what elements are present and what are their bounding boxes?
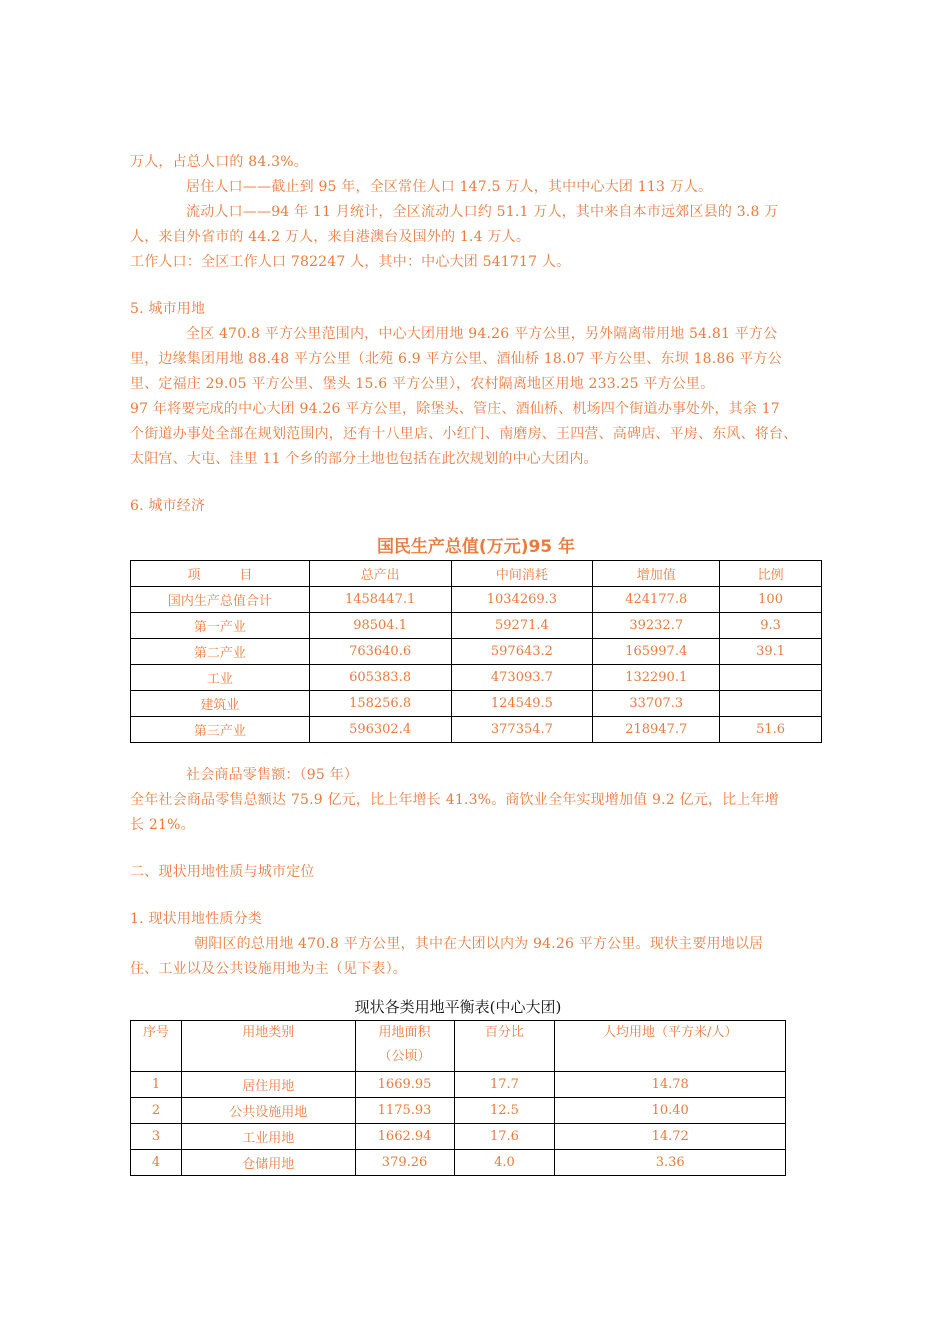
table-cell: 14.72 xyxy=(555,1124,786,1150)
table-cell: 51.6 xyxy=(720,717,822,743)
paragraph-land-use-1: 朝阳区的总用地 470.8 平方公里，其中在大团以内为 94.26 平方公里。现状主要用地以居 xyxy=(194,936,764,952)
table-cell: 1 xyxy=(131,1072,182,1098)
header-intermediate-consumption: 中间消耗 xyxy=(451,561,593,587)
document-page xyxy=(130,150,822,1176)
table-row xyxy=(131,613,822,639)
paragraph-land-1: 全区 470.8 平方公里范围内，中心大团用地 94.26 平方公里，另外隔离带用地 54.81 平方公 xyxy=(186,326,778,342)
paragraph-land-use-2: 住、工业以及公共设施用地为主（见下表）。 xyxy=(130,961,407,977)
table-cell: 工业用地 xyxy=(181,1124,355,1150)
table-cell: 158256.8 xyxy=(309,691,451,717)
table-cell: 1034269.3 xyxy=(451,587,593,613)
table-row xyxy=(131,639,822,665)
table-row xyxy=(131,1150,786,1176)
table-cell: 建筑业 xyxy=(131,691,310,717)
header-gross-output: 总产出 xyxy=(309,561,451,587)
table-cell: 2 xyxy=(131,1098,182,1124)
table-cell: 居住用地 xyxy=(181,1072,355,1098)
table-cell: 605383.8 xyxy=(309,665,451,691)
header-land-category: 用地类别 xyxy=(181,1021,355,1072)
table-cell: 379.26 xyxy=(355,1150,454,1176)
paragraph-retail-2: 长 21%。 xyxy=(130,817,195,833)
paragraph-population-share: 万人，占总人口的 84.3%。 xyxy=(130,154,308,170)
table-cell: 100 xyxy=(720,587,822,613)
table-cell: 165997.4 xyxy=(593,639,720,665)
paragraph-retail-heading: 社会商品零售额：（95 年） xyxy=(186,767,359,783)
table-row xyxy=(131,587,822,613)
header-item: 项 目 xyxy=(131,561,310,587)
table-cell: 473093.7 xyxy=(451,665,593,691)
paragraph-floating-population-1: 流动人口——94 年 11 月统计，全区流动人口约 51.1 万人，其中来自本市远郊区县的 3.8 万 xyxy=(186,204,779,220)
gdp-table-title: 国民生产总值(万元)95 年 xyxy=(376,537,576,557)
header-land-area-unit: （公顷） xyxy=(378,1049,431,1064)
table-row xyxy=(131,665,822,691)
section-heading-urban-land: 5. 城市用地 xyxy=(130,301,206,317)
table-cell: 10.40 xyxy=(555,1098,786,1124)
table-cell: 3 xyxy=(131,1124,182,1150)
land-table-title: 现状各类用地平衡表(中心大团) xyxy=(354,998,562,1016)
table-cell xyxy=(720,665,822,691)
table-cell: 9.3 xyxy=(720,613,822,639)
table-cell: 597643.2 xyxy=(451,639,593,665)
table-cell: 218947.7 xyxy=(593,717,720,743)
table-cell: 763640.6 xyxy=(309,639,451,665)
table-cell: 第二产业 xyxy=(131,639,310,665)
table-row xyxy=(131,1072,786,1098)
paragraph-center-group-3: 太阳宫、大屯、洼里 11 个乡的部分土地也包括在此次规划的中心大团内。 xyxy=(130,451,598,467)
paragraph-retail-1: 全年社会商品零售总额达 75.9 亿元，比上年增长 41.3%。商饮业全年实现增加值 9.2 亿元，比上年增 xyxy=(130,792,779,808)
table-cell: 132290.1 xyxy=(593,665,720,691)
table-cell: 工业 xyxy=(131,665,310,691)
table-cell: 第三产业 xyxy=(131,717,310,743)
paragraph-floating-population-2: 人，来自外省市的 44.2 万人，来自港澳台及国外的 1.4 万人。 xyxy=(130,229,531,245)
header-land-area xyxy=(355,1021,454,1072)
header-land-area-label: 用地面积 xyxy=(378,1025,431,1040)
land-balance-table xyxy=(130,1020,786,1176)
table-cell: 39.1 xyxy=(720,639,822,665)
header-serial: 序号 xyxy=(131,1021,182,1072)
table-cell: 12.5 xyxy=(454,1098,555,1124)
section-heading-land-nature: 二、现状用地性质与城市定位 xyxy=(130,864,315,880)
paragraph-resident-population: 居住人口——截止到 95 年，全区常住人口 147.5 万人，其中中心大团 113 万人。 xyxy=(186,179,713,195)
table-cell: 14.78 xyxy=(555,1072,786,1098)
table-cell: 第一产业 xyxy=(131,613,310,639)
table-cell: 4.0 xyxy=(454,1150,555,1176)
table-header-row xyxy=(131,1021,786,1072)
header-per-capita: 人均用地（平方米/人） xyxy=(555,1021,786,1072)
paragraph-center-group-1: 97 年将要完成的中心大团 94.26 平方公里，除堡头、管庄、酒仙桥、机场四个街道办事处外，其余 17 xyxy=(130,401,780,417)
table-cell: 39232.7 xyxy=(593,613,720,639)
table-cell: 4 xyxy=(131,1150,182,1176)
table-header-row xyxy=(131,561,822,587)
table-cell: 596302.4 xyxy=(309,717,451,743)
paragraph-center-group-2: 个街道办事处全部在规划范围内，还有十八里店、小红门、南磨房、王四营、高碑店、平房、东风、将台、 xyxy=(130,426,798,442)
table-cell: 377354.7 xyxy=(451,717,593,743)
gdp-table xyxy=(130,560,822,743)
table-cell: 国内生产总值合计 xyxy=(131,587,310,613)
section-heading-urban-economy: 6. 城市经济 xyxy=(130,498,206,514)
header-ratio: 比例 xyxy=(720,561,822,587)
table-cell: 124549.5 xyxy=(451,691,593,717)
table-row xyxy=(131,1124,786,1150)
paragraph-working-population: 工作人口：全区工作人口 782247 人，其中：中心大团 541717 人。 xyxy=(130,254,571,270)
table-cell: 98504.1 xyxy=(309,613,451,639)
table-cell: 17.7 xyxy=(454,1072,555,1098)
table-cell: 1458447.1 xyxy=(309,587,451,613)
table-cell xyxy=(720,691,822,717)
paragraph-land-3: 里、定福庄 29.05 平方公里、堡头 15.6 平方公里），农村隔离地区用地 233.25 平方公里。 xyxy=(130,376,715,392)
table-row xyxy=(131,691,822,717)
table-cell: 仓储用地 xyxy=(181,1150,355,1176)
table-cell: 1662.94 xyxy=(355,1124,454,1150)
section-heading-land-classification: 1. 现状用地性质分类 xyxy=(130,911,263,927)
table-cell: 33707.3 xyxy=(593,691,720,717)
table-row xyxy=(131,717,822,743)
header-value-added: 增加值 xyxy=(593,561,720,587)
table-cell: 1175.93 xyxy=(355,1098,454,1124)
table-cell: 59271.4 xyxy=(451,613,593,639)
paragraph-land-2: 里，边缘集团用地 88.48 平方公里（北苑 6.9 平方公里、酒仙桥 18.07 平方公里、东坝 18.86 平方公 xyxy=(130,351,782,367)
table-cell: 3.36 xyxy=(555,1150,786,1176)
table-row xyxy=(131,1098,786,1124)
table-cell: 17.6 xyxy=(454,1124,555,1150)
table-cell: 公共设施用地 xyxy=(181,1098,355,1124)
header-percentage: 百分比 xyxy=(454,1021,555,1072)
table-cell: 1669.95 xyxy=(355,1072,454,1098)
table-cell: 424177.8 xyxy=(593,587,720,613)
